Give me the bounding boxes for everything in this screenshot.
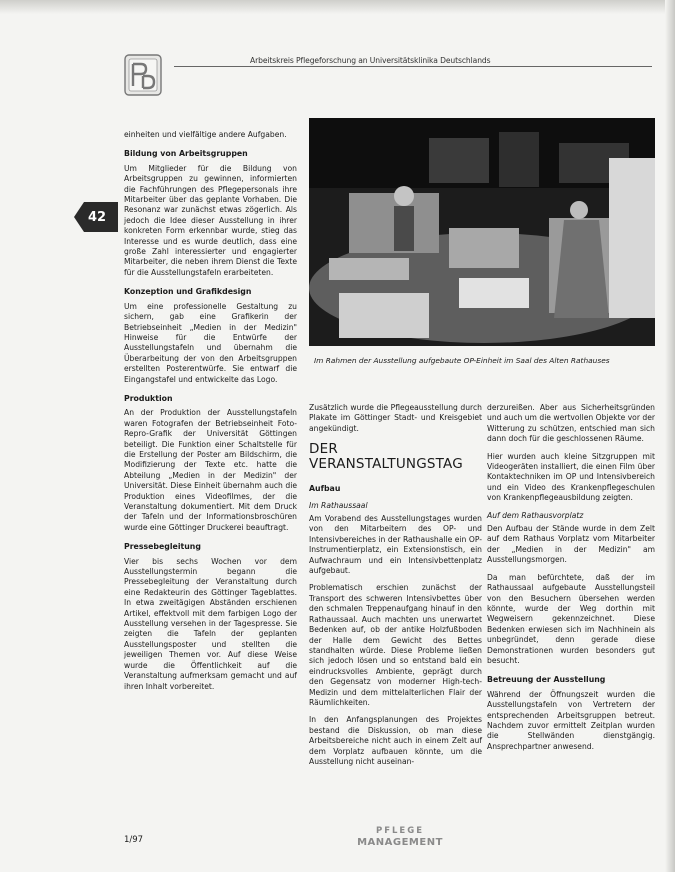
left-column	[124, 130, 297, 699]
paragraph-bildung: Um Mitglieder für die Bildung von Arbeitsgruppen zu gewinnen, informierten die Fachführungen des Pflegepersonals ihre Mitarbeiter über das geplante Vorhaben. Die Resonanz war zunächst etwas zögerlich. Als jedoch die Idee dieser Ausstellung in ihrer konkreten Form erkennbar wurde, stieg das Interesse und es wurde deutlich, dass eine große Zahl interessierter und engagierter Mitarbeiter, die neben ihrem Dienst die Texte für die Ausstellungstafeln erarbeiteten.	[124, 163, 297, 277]
paragraph-betreuung: Während der Öffnungszeit wurden die Ausstellungstafeln von Vertretern der entsprechenden Arbeitsgruppen betreut. Nachdem zuvor ermittelt Zeitplan wurden die Stellwänden dienstgängig. Ansprechpartner anwesend.	[487, 689, 655, 751]
paragraph-zelt: Den Aufbau der Stände wurde in dem Zelt auf dem Rathaus Vorplatz vom Mitarbeiter der „Medien in der Medizin" am Ausstellungsmorgen.	[487, 524, 655, 565]
paragraph-sitzgruppen: Hier wurden auch kleine Sitzgruppen mit Videogeräten installiert, die einen Film über Kontaktechniken im OP und Intensivbereich und ein Video des Krankenpflegeschulen von Krankenpflegeausbildung zeigten.	[487, 451, 655, 503]
issue-number: 1/97	[124, 835, 144, 845]
footer-logo-line2: MANAGEMENT	[357, 837, 443, 848]
heading-konzeption: Konzeption und Grafikdesign	[124, 287, 252, 297]
paragraph-wegweiser: Da man befürchtete, daß der im Rathaussaal aufgebaute Ausstellungsteil von den Besuchern übersehen werden könnte, wurde der Weg dorthin mit Wegweisern gekennzeichnet. Diese Bedenken erwiesen sich im Nachhinein als unbegründet, denn gerade diese Demonstrationen wurden besonders gut besucht.	[487, 572, 655, 665]
scan-shadow-right	[665, 0, 675, 872]
paragraph-plakate: Zusätzlich wurde die Pflegeausstellung durch Plakate im Göttinger Stadt- und Kreisgebiet angekündigt.	[309, 403, 482, 433]
left-intro-paragraph: einheiten und vielfältige andere Aufgaben.	[124, 130, 287, 139]
photo-caption: Im Rahmen der Ausstellung aufgebaute OP-Einheit im Saal des Alten Rathauses	[314, 356, 610, 365]
heading-pressebegleitung: Pressebegleitung	[124, 542, 201, 552]
heading-bildung: Bildung von Arbeitsgruppen	[124, 149, 248, 159]
footer-logo-line1: PFLEGE	[375, 826, 425, 836]
subheading-rathausvorplatz: Auf dem Rathausvorplatz	[487, 510, 584, 520]
right-column	[487, 403, 655, 759]
paragraph-konzeption: Um eine professionelle Gestaltung zu sichern, gab eine Grafikerin der Betriebseinheit „Medien in der Medizin" Hinweise für die Entwürfe der Ausstellungstafeln und übernahm die Überarbeitung der von den Arbeitsgruppen erstellten Posterentwürfe. Sie entwarf die Eingangstafel und entwickelte das Logo.	[124, 301, 297, 384]
heading-produktion: Produktion	[124, 393, 173, 403]
journal-logo-icon	[124, 54, 162, 96]
pflege-management-logo	[340, 826, 460, 848]
heading-betreuung: Betreuung der Ausstellung	[487, 675, 606, 685]
subheading-rathaussaal: Im Rathaussaal	[309, 500, 368, 510]
paragraph-pressebegleitung: Vier bis sechs Wochen vor dem Ausstellungstermin begann die Pressebegleitung der Veranstaltung durch eine Redakteurin des Göttinger Tageblattes. In etwa zweitägigen Abständen erschienen Artikel, effektvoll mit dem farbigen Logo der Ausstellung versehen in der Tagespresse. Sie zeigten die Tafeln der geplanten Ausstellungsposter und stellten die jeweiligen Themen vor. Auf diese Weise wurde die Öffentlichkeit auf die Veranstaltung aufmerksam gemacht und auf ihren Inhalt vorbereitet.	[124, 556, 297, 691]
heading-aufbau: Aufbau	[309, 484, 341, 494]
scan-shadow-top	[0, 0, 675, 14]
header-rule	[174, 66, 652, 67]
middle-column	[309, 403, 482, 774]
section-heading-veranstaltungstag: DER VERANSTALTUNGSTAG	[309, 441, 463, 473]
journal-header-title: Arbeitskreis Pflegeforschung an Universitätsklinika Deutschlands	[250, 56, 491, 65]
paragraph-anfangsplanungen: In den Anfangsplanungen des Projektes bestand die Diskussion, ob man diese Arbeitsbereiche nicht auch in einem Zelt auf dem Vorplatz aufbauen könnte, um die Ausstellung nicht auseinan-	[309, 715, 482, 766]
paragraph-vorabend: Am Vorabend des Ausstellungstages wurden von den Mitarbeitern des OP- und Intensivbereiches in der Rathaushalle ein OP-Instrumentierplatz, ein Extensionstisch, ein Aufwachraum und ein Intensivbettenplatz aufgebaut.	[309, 514, 482, 576]
paragraph-sicherheit: derzureißen. Aber aus Sicherheitsgründen und auch um die wertvollen Objekte vor der Witterung zu schützen, entschied man sich dann doch für die geschlossenen Räume.	[487, 403, 655, 444]
paragraph-produktion: An der Produktion der Ausstellungstafeln waren Fotografen der Betriebseinheit Foto-Repro-Grafik der Universität Göttingen beteiligt. Die Funktion einer Schaltstelle für die Erstellung der Poster am Bildschirm, die Modifizierung der Texte etc. hatte die Abteilung „Medien in der Medizin" der Universität. Diese Einheit übernahm auch die Produktion eines Videofilmes, der die Veranstaltung dokumentiert. Mit dem Druck der Tafeln und der Informationsbroschüren wurde eine Göttinger Druckerei beauftragt.	[124, 408, 297, 532]
page-number: 42	[88, 210, 107, 225]
paragraph-transport: Problematisch erschien zunächst der Transport des schweren Intensivbettes über den schmalen Treppenaufgang hinauf in den Rathaussaal. Auch machten uns unerwartet Bedenken auf, ob der antike Holzfußboden der Halle dem Gewicht des Bettes standhalten würde. Diese Probleme ließen sich jedoch lösen und so entstand bald ein eindrucksvolles Ambiente, geprägt durch den Gegensatz von moderner High-tech-Medizin und dem mittelalterlichen Flair der Räumlichkeiten.	[309, 583, 482, 707]
exhibition-photo	[309, 118, 655, 346]
